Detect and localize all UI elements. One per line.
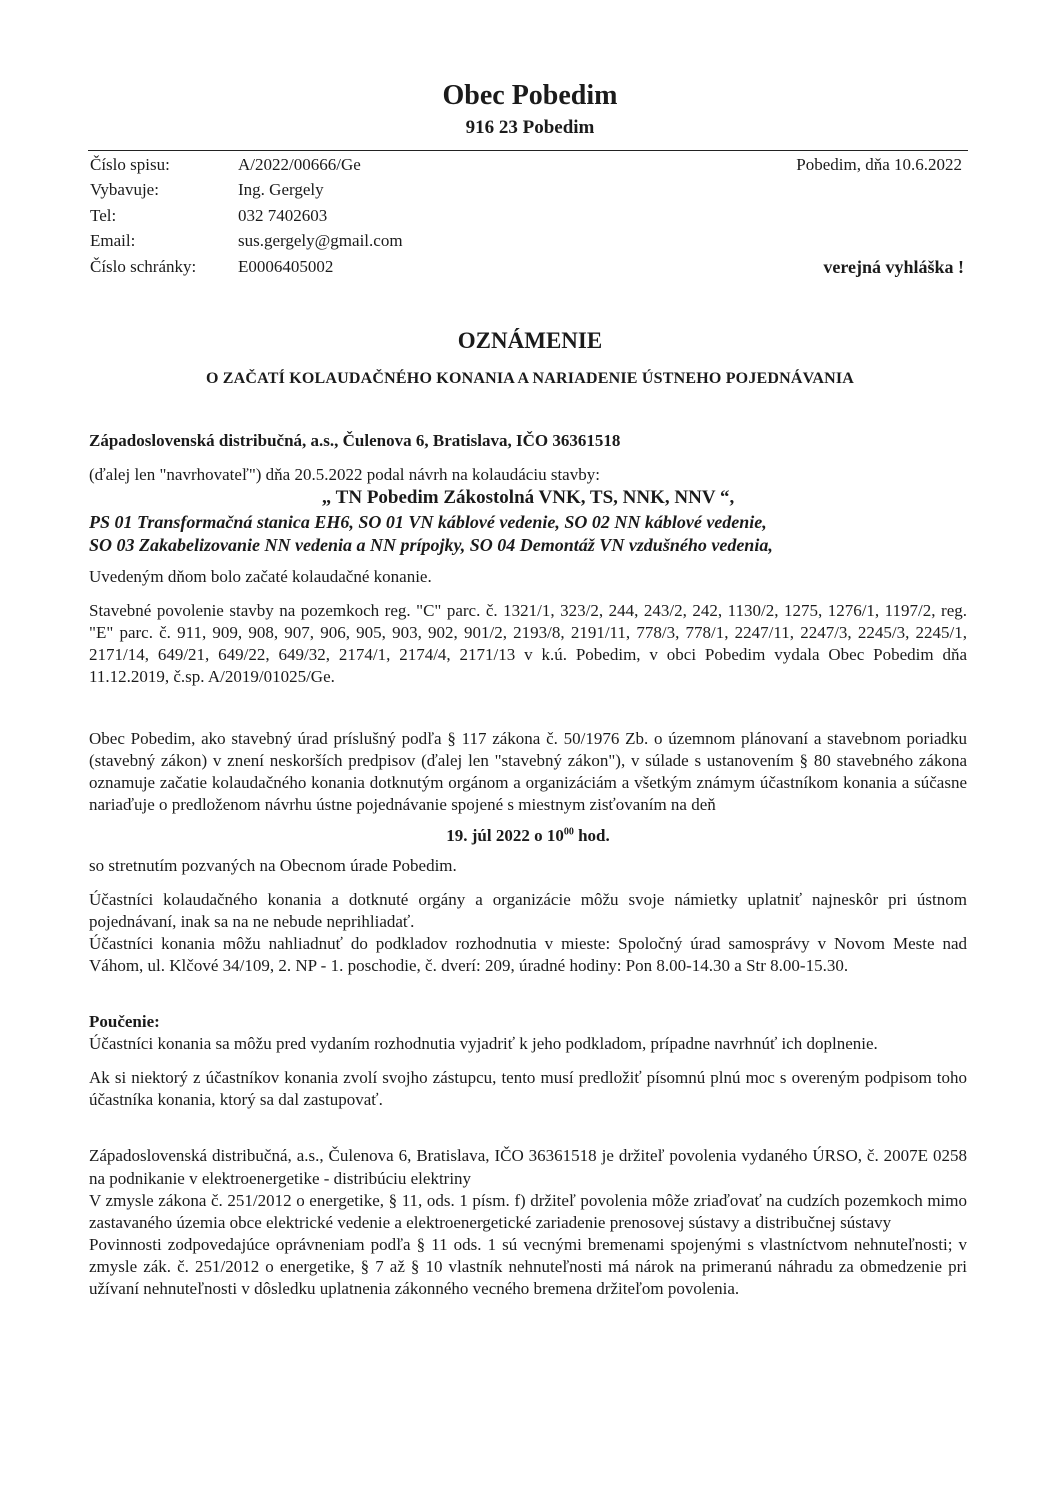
hearing-suffix: hod.	[578, 825, 610, 845]
project-parts-line-2: SO 03 Zakabelizovanie NN vedenia a NN prípojky, SO 04 Demontáž VN vzdušného vedenia,	[89, 535, 773, 556]
instruction-2: Ak si niektorý z účastníkov konania zvolí svojho zástupcu, tento musí predložiť písomnú plnú moc s overeným podpisom toho účastníka konania, ktorý sa dal zastupovať.	[89, 1068, 967, 1110]
meta-value: 032 7402603	[238, 205, 328, 225]
meta-value: sus.gergely@gmail.com	[238, 231, 403, 251]
meta-value: A/2022/00666/Ge	[238, 154, 361, 174]
hearing-minutes: 00	[563, 825, 574, 837]
email-row	[90, 229, 510, 255]
meeting-place: so stretnutím pozvaných na Obecnom úrade Pobedim.	[89, 855, 457, 875]
hearing-date-text: 19. júl 2022 o 10	[446, 825, 564, 845]
meta-label: Tel:	[90, 205, 117, 225]
meta-label: Číslo spisu:	[90, 154, 170, 174]
header-divider	[88, 150, 968, 151]
project-parts-line-1: PS 01 Transformačná stanica EH6, SO 01 VN káblové vedenie, SO 02 NN káblové vedenie,	[89, 511, 767, 532]
license-3: Povinnosti zodpovedajúce oprávneniam podľa § 11 ods. 1 sú vecnými bremenami spojenými s vlastníctvom nehnuteľnosti; v zmysle zák. č. 251/2012 o energetike, § 7 až § 10 vlastník nehnuteľnosti má nárok na primeranú náhradu za obmedzenie pri užívaní nehnuteľnosti v dôsledku uplatnenia zákonného vecného bremena držiteľom povolenia.	[89, 1234, 967, 1298]
instruction-1: Účastníci konania sa môžu pred vydaním rozhodnutia vyjadriť k jeho podkladom, prípadne navrhnúť ich doplnenie.	[89, 1034, 878, 1054]
objections: Účastníci kolaudačného konania a dotknuté orgány a organizácie môžu svoje námietky uplatniť najneskôr pri ústnom pojednávaní, inak sa na ne nebude neprihliadať.	[89, 889, 967, 931]
applicant-intro: (ďalej len "navrhovateľ") dňa 20.5.2022 podal návrh na kolaudáciu stavby:	[89, 465, 600, 485]
meta-label: Číslo schránky:	[90, 256, 197, 276]
instruction-heading: Poučenie:	[89, 1012, 160, 1032]
hearing-date	[89, 825, 967, 847]
phone-row	[90, 203, 510, 229]
meta-value: Ing. Gergely	[238, 180, 324, 200]
handler-row	[90, 178, 510, 204]
project-title: „ TN Pobedim Zákostolná VNK, TS, NNK, NNV “,	[321, 487, 735, 509]
inspection-info: Účastníci konania môžu nahliadnuť do podkladov rozhodnutia v mieste: Spoločný úrad samosprávy v Novom Meste nad Váhom, ul. Klčové 34/109, 2. NP - 1. poschodie, č. dverí: 209, úradné hodiny: Pon 8.00-14.30 a Str 8.00-15.30.	[89, 933, 967, 975]
document-date: Pobedim, dňa 10.6.2022	[796, 155, 962, 174]
document-body	[89, 430, 967, 1300]
mailbox-row	[90, 254, 510, 280]
license-1: Západoslovenská distribučná, a.s., Čulenova 6, Bratislava, IČO 36361518 je držiteľ povolenia vydaného ÚRSO, č. 2007E 0258 na podnikanie v elektroenergetike - distribúciu elektriny	[89, 1146, 967, 1188]
public-notice-label: verejná vyhláška !	[823, 257, 964, 277]
applicant: Západoslovenská distribučná, a.s., Čulenova 6, Bratislava, IČO 36361518	[89, 431, 621, 450]
file-number-row	[90, 152, 510, 178]
meta-label: Vybavuje:	[90, 180, 159, 200]
building-permit: Stavebné povolenie stavby na pozemkoch reg. "C" parc. č. 1321/1, 323/2, 244, 243/2, 242, 1130/2, 1275, 1276/1, 1197/2, reg. "E" parc. č. 911, 909, 908, 907, 906, 905, 903, 902, 901/2, 2193/8, 2191/11, 778/3, 778/1, 2247/11, 2247/3, 2245/3, 2245/1, 2171/14, 649/21, 649/22, 649/32, 2174/1, 2174/4, 2171/13 v k.ú. Pobedim, v obci Pobedim vydala Obec Pobedim dňa 11.12.2019, č.sp. A/2019/01025/Ge.	[89, 600, 967, 687]
license-2: V zmysle zákona č. 251/2012 o energetike, § 11, ods. 1 písm. f) držiteľ povolenia môže zriaďovať na cudzích pozemkoch mimo zastavaného územia obce elektrické vedenie a elektroenergetické zariadenie prenosovej sústavy a distribučnej sústavy	[89, 1190, 967, 1232]
file-info	[90, 152, 510, 280]
org-name: Obec Pobedim	[442, 80, 618, 111]
document-subtitle: O ZAČATÍ KOLAUDAČNÉHO KONANIA A NARIADENIE ÚSTNEHO POJEDNÁVANIA	[205, 370, 855, 387]
meta-value: E0006405002	[238, 256, 334, 276]
authority-paragraph: Obec Pobedim, ako stavebný úrad príslušný podľa § 117 zákona č. 50/1976 Zb. o územnom plánovaní a stavebnom poriadku (stavebný zákon) v znení neskorších predpisov (ďalej len "stavebný zákon"), v súlade s ustanovením § 80 stavebného zákona oznamuje začatie kolaudačného konania dotknutým orgánom a organizáciám a všetkým známym účastníkom konania a súčasne nariaďuje o predloženom návrhu ústne pojednávanie spojené s miestnym zisťovaním na deň	[89, 729, 967, 815]
proceeding-started: Uvedeným dňom bolo začaté kolaudačné konanie.	[89, 566, 432, 586]
org-address: 916 23 Pobedim	[465, 117, 595, 138]
document-title: OZNÁMENIE	[457, 328, 603, 353]
meta-label: Email:	[90, 231, 136, 251]
